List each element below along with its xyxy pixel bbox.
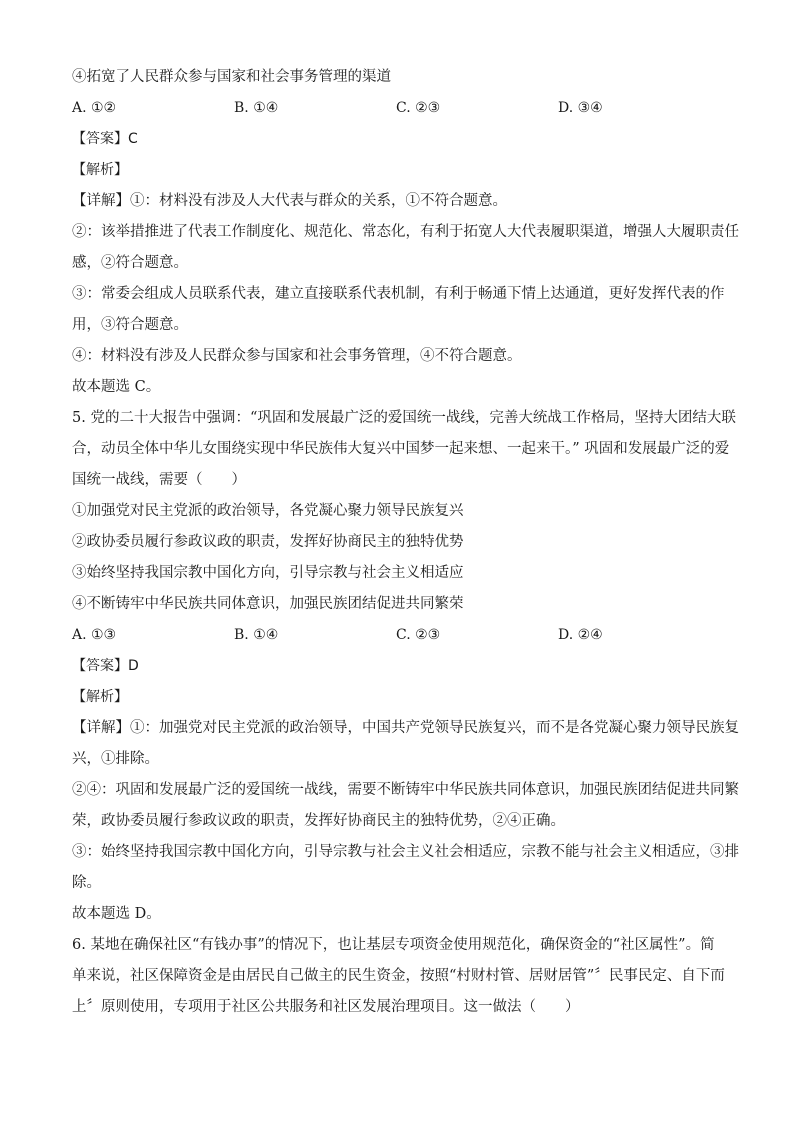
- q5-item-4: ④不断铸牢中华民族共同体意识，加强民族团结促进共同繁荣: [72, 596, 464, 612]
- q5-option-a: A. ①③: [72, 627, 117, 643]
- q5-options: [72, 620, 732, 651]
- q5-stem-line: 合，动员全体中华儿女围绕实现中华民族伟大复兴中国梦一起来想、一起来干。” 巩固和发展最广泛的爱: [72, 441, 730, 457]
- q4-options: [72, 93, 732, 124]
- q5-detail-line: 【详解】①：加强党对民主党派的政治领导，中国共产党领导民族复兴，而不是各党凝心聚力领导民族复: [72, 720, 739, 736]
- q5-detail-line: 除。: [72, 875, 101, 891]
- q4-detail-line: 用，③符合题意。: [72, 317, 188, 333]
- q4-option-a: A. ①②: [72, 100, 117, 116]
- q4-detail-line: 【详解】①：材料没有涉及人大代表与群众的关系，①不符合题意。: [72, 193, 507, 209]
- q5-option-d: D. ②④: [558, 627, 603, 643]
- q5-answer: 【答案】D: [72, 658, 139, 674]
- q5-item-3: ③始终坚持我国宗教中国化方向，引导宗教与社会主义相适应: [72, 565, 464, 581]
- q5-detail-line: 荣，政协委员履行参政议政的职责，发挥好协商民主的独特优势，②④正确。: [72, 813, 565, 829]
- q6-stem-line: 单来说，社区保障资金是由居民自己做主的民生资金，按照“村财村管、居财居管”〞民事民定、自下而: [72, 968, 725, 984]
- q4-option-d: D. ③④: [558, 100, 603, 116]
- q4-conclusion: 故本题选 C。: [72, 379, 161, 395]
- q5-analysis-heading: 【解析】: [72, 689, 128, 705]
- q6-stem-line: 上〞原则使用，专项用于社区公共服务和社区发展治理项目。这一做法（ ）: [72, 999, 580, 1015]
- q5-option-c: C. ②③: [396, 627, 441, 643]
- q4-analysis-heading: 【解析】: [72, 162, 128, 178]
- q5-item-2: ②政协委员履行参政议政的职责，发挥好协商民主的独特优势: [72, 534, 464, 550]
- q4-answer: 【答案】C: [72, 131, 138, 147]
- q4-detail-line: ④：材料没有涉及人民群众参与国家和社会事务管理，④不符合题意。: [72, 348, 522, 364]
- document-page: [72, 62, 739, 1023]
- q5-conclusion: 故本题选 D。: [72, 906, 161, 922]
- q5-item-1: ①加强党对民主党派的政治领导，各党凝心聚力领导民族复兴: [72, 503, 464, 519]
- q4-detail-line: ②：该举措推进了代表工作制度化、规范化、常态化，有利于拓宽人大代表履职渠道，增强人大履职责任: [72, 224, 739, 240]
- q4-item-4: ④拓宽了人民群众参与国家和社会事务管理的渠道: [72, 69, 391, 85]
- q5-stem-line: 5. 党的二十大报告中强调：“巩固和发展最广泛的爱国统一战线，完善大统战工作格局，坚持大团结大联: [72, 410, 736, 426]
- q5-option-b: B. ①④: [234, 627, 279, 643]
- q4-option-b: B. ①④: [234, 100, 279, 116]
- q4-option-c: C. ②③: [396, 100, 441, 116]
- q5-detail-line: ③：始终坚持我国宗教中国化方向，引导宗教与社会主义社会相适应，宗教不能与社会主义相适应，③排: [72, 844, 739, 860]
- q5-detail-line: 兴，①排除。: [72, 751, 159, 767]
- q4-detail-line: ③：常委会组成人员联系代表，建立直接联系代表机制，有利于畅通下情上达通道，更好发挥代表的作: [72, 286, 725, 302]
- q5-stem-line: 国统一战线，需要（ ）: [72, 472, 246, 488]
- q5-detail-line: ②④：巩固和发展最广泛的爱国统一战线，需要不断铸牢中华民族共同体意识，加强民族团结促进共同繁: [72, 782, 739, 798]
- q6-stem-line: 6. 某地在确保社区“有钱办事”的情况下，也让基层专项资金使用规范化，确保资金的“社区属性”。简: [72, 937, 715, 953]
- q4-detail-line: 感，②符合题意。: [72, 255, 188, 271]
